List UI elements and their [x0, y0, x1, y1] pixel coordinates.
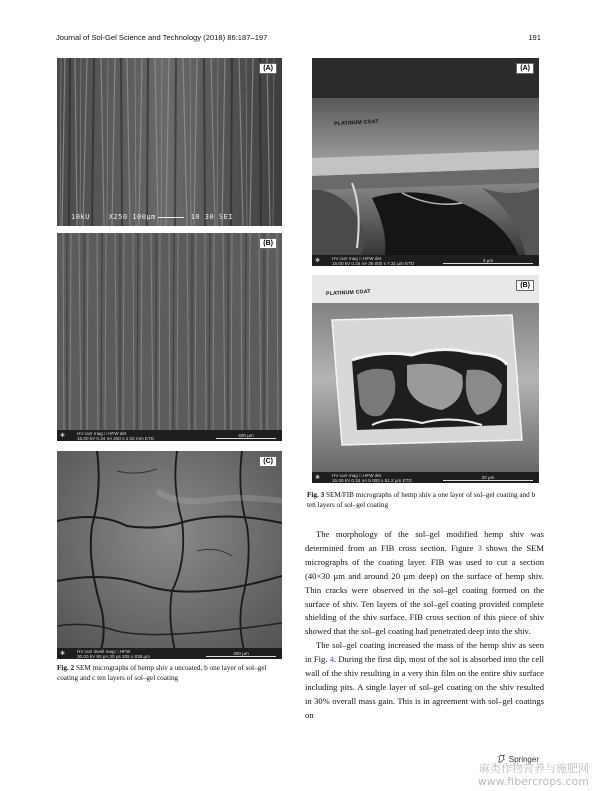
watermark-line: www.fibercrops.com [477, 775, 589, 788]
accelerating-voltage: 10kU [71, 213, 90, 221]
watermark [478, 762, 589, 788]
text-run: shows the SEM micrographs of the coating layer. FIB was used to cut a section (40×30 µm and around 20 µm deep) on the surface of hemp shiv. Thin cracks were observed in the sol–gel coating formed on the surface of shiv. Ten layers of the sol–gel coating provided complete shielding of the shiv surface. FIB cross section of this piece of shiv showed that the sol–gel coating had penetrated deep into the shiv. [305, 542, 544, 637]
panel-label: (A) [516, 63, 534, 74]
databar-values: 15.00 kV 0.34 nA 5 000 x 51.2 µm ETD [332, 477, 412, 483]
sem-image-one-layer [57, 233, 282, 441]
panel-label: (B) [516, 280, 534, 291]
caption-label: Fig. 2 [57, 664, 75, 672]
text-run: . During the first dip, most of the sol is absorbed into the cell wall of the shiv resulting in a very thin film on the entire shiv surface including pits. A single layer of sol–gel coating on the shiv resulted in 30% overall mass gain. This is in agreement with sol–gel coatings on [305, 654, 544, 720]
scale-bar: 3 µm [443, 258, 533, 264]
databar-values: 30.00 kV 90 pA 30 µs 305 x 838 µm [77, 653, 150, 659]
databar-headers: HV curr mag □ HFW det [332, 472, 382, 478]
caption-label: Fig. 3 [307, 491, 325, 499]
fig3-panel-b [312, 275, 539, 483]
panel-label: (A) [259, 63, 277, 74]
sem-databar [57, 648, 282, 659]
databar-values: 15.00 kV 0.34 nA 35 000 x 7.31 µm ETD [332, 260, 415, 266]
fig3-panel-a [312, 58, 539, 266]
sem-image-ten-layers [57, 451, 282, 659]
panel-label: (C) [259, 456, 277, 467]
paragraph [305, 528, 544, 639]
figure-reference-link[interactable]: 4 [329, 654, 334, 665]
figure-reference-link[interactable]: 3 [477, 542, 482, 553]
text-run: The morphology of the sol–gel modified hemp shiv was determined from an FIB cross section. Figure [305, 529, 544, 553]
caption-text: SEM micrographs of hemp shiv a uncoated, b one layer of sol–gel coating and c ten layers of sol–gel coating [57, 664, 267, 682]
page-number: 191 [528, 33, 541, 42]
databar-headers: HV curr mag □ HFW det [77, 430, 127, 436]
sem-info-overlay [71, 213, 233, 221]
fib-cross-section-one-layer [312, 58, 539, 266]
fig2-panel-a [57, 58, 282, 226]
journal-citation: Journal of Sol-Gel Science and Technology (2018) 86:187–197 [56, 33, 268, 42]
fei-logo-icon: ✱ [60, 651, 66, 657]
fig2-panel-b [57, 233, 282, 441]
scale-bar [158, 217, 184, 218]
fig3-caption [307, 491, 544, 510]
fei-logo-icon: ✱ [315, 258, 321, 264]
sem-databar [312, 255, 539, 266]
working-distance: 10 30 SEI [190, 213, 234, 221]
databar-headers: HV curr dwell mag □ HFW [77, 648, 131, 654]
fib-cross-section-ten-layers [312, 275, 539, 483]
fei-logo-icon: ✱ [315, 475, 321, 481]
publisher-name: Springer [508, 755, 539, 764]
databar-values: 15.00 kV 0.34 nA 250 x 1.02 mm ETD [77, 435, 155, 441]
magnification: X250 [108, 213, 128, 221]
platinum-coat-label: PLATINUM COAT [333, 118, 379, 128]
scale-bar: 300 µm [206, 651, 276, 657]
databar-headers: HV curr mag □ HFW det [332, 255, 382, 261]
running-header [56, 33, 541, 45]
panel-label: (B) [259, 238, 277, 249]
scale-bar: 400 µm [216, 433, 276, 439]
paragraph [305, 639, 544, 722]
body-text [305, 528, 544, 723]
scale-length: 100µm [132, 213, 156, 221]
text-run: The sol–gel coating increased the mass of the hemp shiv as seen in Fig. [305, 640, 544, 665]
caption-text: SEM/FIB micrographs of hemp shiv a one layer of sol–gel coating and b ten layers of sol–gel coating [307, 491, 536, 509]
fig2-caption [57, 664, 284, 683]
platinum-coat-label: PLATINUM COAT [325, 288, 371, 298]
fei-logo-icon: ✱ [60, 433, 66, 439]
sem-databar [57, 430, 282, 441]
sem-databar [312, 472, 539, 483]
scale-bar: 20 µm [443, 475, 533, 481]
watermark-line: 麻类作物营养与施肥网 [479, 762, 589, 775]
sem-image-uncoated [57, 58, 282, 226]
fig2-panel-c [57, 451, 282, 659]
